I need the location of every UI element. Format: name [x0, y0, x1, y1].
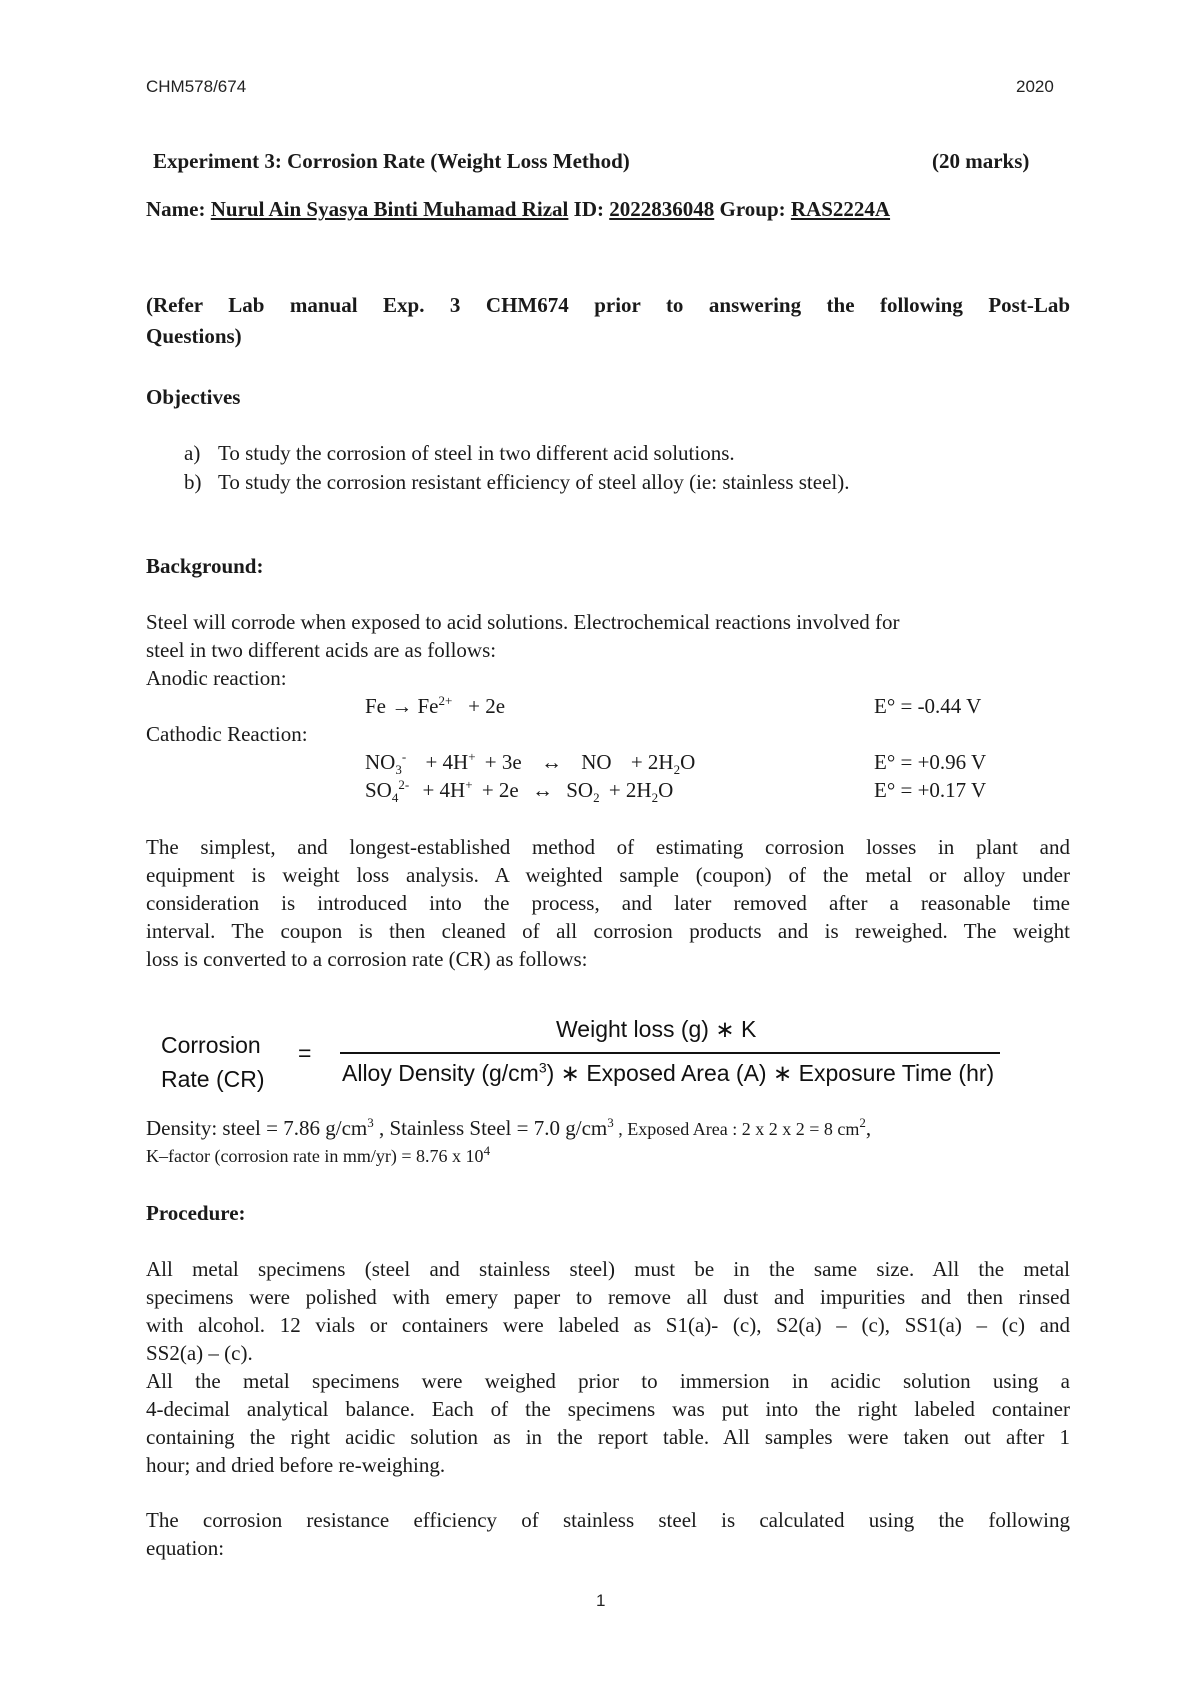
anodic-electrons: 2e [485, 694, 506, 718]
steel-density: Density: steel = 7.86 g/cm [146, 1116, 368, 1140]
objective-b-text: To study the corrosion resistant efficiency of steel alloy (ie: stainless steel). [218, 470, 850, 494]
formula-denominator [342, 1060, 994, 1087]
refer-note-line1: (Refer Lab manual Exp. 3 CHM674 prior to answering the following Post-Lab [146, 293, 1070, 317]
nitrate-charge: - [401, 749, 407, 764]
procedure-p1-line: specimens were polished with emery paper to remove all dust and impurities and then rinsed [146, 1285, 1070, 1309]
background-para-line: The simplest, and longest-established method of estimating corrosion losses in plant and [146, 835, 1070, 859]
sulfate-charge: 2- [398, 777, 410, 792]
id-label: ID: [573, 197, 604, 221]
background-para-line: loss is converted to a corrosion rate (CR) as follows: [146, 947, 588, 971]
anodic-reactant: Fe [365, 694, 386, 718]
k-factor-text: K–factor (corrosion rate in mm/yr) = 8.76 x 10 [146, 1146, 484, 1166]
anodic-charge: 2+ [438, 693, 453, 708]
anodic-label: Anodic reaction: [146, 666, 287, 690]
background-intro-line1: Steel will corrode when exposed to acid solutions. Electrochemical reactions involved for [146, 610, 900, 634]
steel-density-sup: 3 [367, 1115, 374, 1130]
procedure-heading: Procedure: [146, 1201, 246, 1225]
nitrate-proton-charge: + [468, 749, 476, 764]
nitrate-product-no: NO [581, 750, 612, 774]
procedure-p1-line: All metal specimens (steel and stainless steel) must be in the same size. All the metal [146, 1257, 1070, 1281]
name-label: Name: [146, 197, 206, 221]
objectives-heading: Objectives [146, 385, 241, 409]
cathodic-sulfate-potential: E° = +0.17 V [874, 778, 987, 802]
sulfate-electrons: + 2e [481, 778, 519, 802]
marks-label: (20 marks) [932, 149, 1030, 173]
constants-k-factor [146, 1142, 490, 1170]
sulfate-species: SO [365, 778, 392, 802]
stainless-density: , Stainless Steel = 7.0 g/cm [373, 1116, 608, 1140]
background-heading: Background: [146, 554, 264, 578]
nitrate-electrons: + 3e [484, 750, 522, 774]
nitrate-species: NO [365, 750, 396, 774]
formula-denominator-sup: 3 [538, 1059, 547, 1076]
formula-denominator-post: ) ∗ Exposed Area (A) ∗ Exposure Time (hr) [546, 1060, 995, 1086]
sulfate-water-subscript: 2 [651, 790, 659, 806]
formula-fraction-bar [340, 1052, 1000, 1054]
procedure-p2-line: All the metal specimens were weighed prior to immersion in acidic solution using a [146, 1369, 1070, 1393]
background-para-line: equipment is weight loss analysis. A weighted sample (coupon) of the metal or alloy under [146, 863, 1070, 887]
exposed-area-sup: 2 [859, 1115, 866, 1130]
background-intro-line2: steel in two different acids are as follows: [146, 638, 497, 662]
exposed-area: , Exposed Area : 2 x 2 x 2 = 8 cm [613, 1119, 860, 1139]
anodic-potential: E° = -0.44 V [874, 694, 982, 718]
procedure-p2-line: containing the right acidic solution as in the report table. All samples were taken out after 1 [146, 1425, 1070, 1449]
group-label: Group: [719, 197, 786, 221]
formula-lhs [161, 1028, 265, 1096]
background-para-line: interval. The coupon is then cleaned of all corrosion products and is reweighed. The weight [146, 919, 1070, 943]
student-group: RAS2224A [790, 197, 891, 221]
sulfate-proton-charge: + [465, 777, 473, 792]
objective-b-marker: b) [184, 470, 202, 494]
stainless-density-sup: 3 [607, 1115, 614, 1130]
formula-lhs-line1: Corrosion [161, 1032, 261, 1058]
header-year: 2020 [1016, 77, 1054, 96]
anodic-product: Fe [417, 694, 439, 718]
nitrate-subscript: 3 [395, 762, 402, 778]
sulfate-subscript: 4 [391, 790, 399, 806]
sulfate-product-so2: SO [566, 778, 594, 802]
exposed-area-end: , [865, 1116, 872, 1140]
sulfate-product-water: + 2H [608, 778, 652, 802]
formula-equals: = [298, 1040, 312, 1066]
equilibrium-arrow-icon: ↔ [531, 778, 553, 802]
procedure-p2-line: hour; and dried before re-weighing. [146, 1453, 446, 1477]
student-id: 2022836048 [609, 197, 715, 221]
equilibrium-arrow-icon: ↔ [540, 750, 562, 774]
procedure-p1-line: SS2(a) – (c). [146, 1341, 253, 1365]
nitrate-water-end: O [680, 750, 696, 774]
course-code: CHM578/674 [146, 77, 247, 96]
student-name: Nurul Ain Syasya Binti Muhamad Rizal [210, 197, 569, 221]
sulfate-water-end: O [658, 778, 674, 802]
formula-denominator-pre: Alloy Density (g/cm [342, 1060, 539, 1086]
formula-numerator: Weight loss (g) ∗ K [556, 1016, 757, 1042]
objective-a-text: To study the corrosion of steel in two different acid solutions. [218, 441, 735, 465]
k-factor-sup: 4 [483, 1143, 491, 1158]
cathodic-reaction-sulfate [365, 776, 673, 804]
student-info [146, 195, 890, 223]
procedure-p2-line: 4-decimal analytical balance. Each of the specimens was put into the right labeled container [146, 1397, 1070, 1421]
refer-note-line2: Questions) [146, 324, 242, 348]
nitrate-product-water: + 2H [630, 750, 674, 774]
background-para-line: consideration is introduced into the process, and later removed after a reasonable time [146, 891, 1070, 915]
procedure-p1-line: with alcohol. 12 vials or containers were labeled as S1(a)- (c), S2(a) – (c), SS1(a) – (c) and [146, 1313, 1070, 1337]
page-number: 1 [596, 1591, 606, 1610]
cathodic-label: Cathodic Reaction: [146, 722, 308, 746]
formula-lhs-line2: Rate (CR) [161, 1066, 265, 1092]
sulfate-so2-subscript: 2 [593, 790, 600, 806]
nitrate-proton: + 4H [425, 750, 469, 774]
cathodic-nitrate-potential: E° = +0.96 V [874, 750, 987, 774]
anodic-plus: + [468, 694, 480, 718]
cathodic-reaction-nitrate [365, 748, 695, 776]
constants-density [146, 1114, 871, 1143]
experiment-title: Experiment 3: Corrosion Rate (Weight Loss Method) [153, 149, 630, 173]
nitrate-water-subscript: 2 [673, 762, 681, 778]
anodic-reaction [365, 692, 505, 720]
objective-a-marker: a) [184, 441, 201, 465]
procedure-p3-line: equation: [146, 1536, 225, 1560]
arrow-icon: → [391, 694, 413, 718]
sulfate-proton: + 4H [422, 778, 466, 802]
procedure-p3-line: The corrosion resistance efficiency of stainless steel is calculated using the following [146, 1508, 1070, 1532]
